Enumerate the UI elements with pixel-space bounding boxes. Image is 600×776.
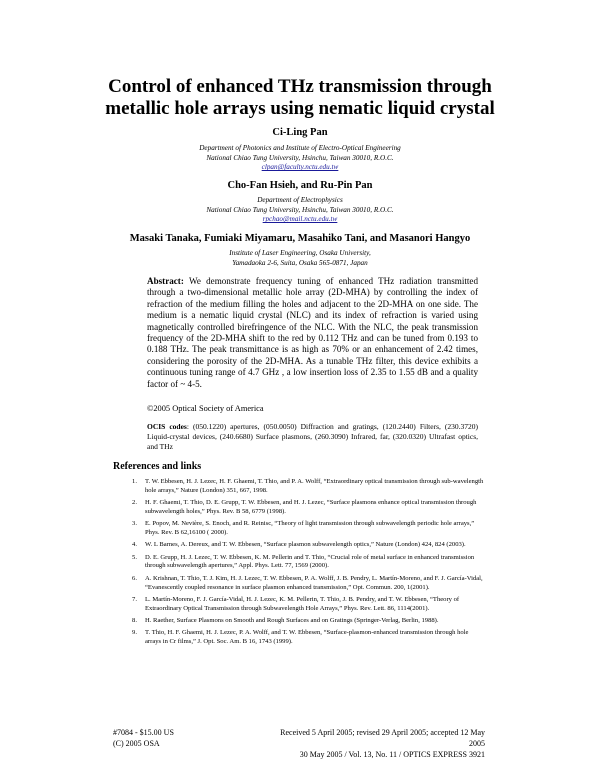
footer-journal: 30 May 2005 / Vol. 13, No. 11 / OPTICS EXPRESS 3921	[299, 750, 485, 759]
email-link[interactable]: rpchao@mail.nctu.edu.tw	[262, 215, 338, 224]
affiliation-line: Department of Photonics and Institute of Electro-Optical Engineering	[199, 144, 401, 152]
reference-number: 2.	[132, 499, 137, 507]
reference-text: L. Martín-Moreno, F. J. García-Vidal, H. J. Lezec, K. M. Pellerin, T. Thio, J. B. Pendry, and T. W. Ebbesen, “Theory of Extraordinary Optical Transmission through Subwavelength Hole Arrays,” Phys. Rev. Lett. 86, 1114(2001).	[145, 595, 460, 612]
author-names-1: Ci-Ling Pan	[272, 127, 328, 138]
reference-number: 4.	[132, 541, 137, 549]
affiliation-line: Department of Electrophysics	[257, 196, 343, 204]
reference-item	[121, 575, 486, 593]
ocis-codes	[147, 422, 478, 452]
affiliation-3	[0, 249, 600, 268]
affiliation-2	[0, 196, 600, 225]
abstract-label: Abstract:	[147, 276, 184, 286]
reference-number: 8.	[132, 616, 137, 624]
reference-item	[121, 617, 486, 626]
reference-text: T. W. Ebbesen, H. J. Lezec, H. F. Ghaemi, T. Thio, and P. A. Wolff, “Extraordinary optical transmission through sub-wavelength hole arrays,” Nature (London) 351, 667, 1998.	[145, 478, 484, 494]
reference-item	[121, 596, 486, 614]
reference-number: 5.	[132, 553, 137, 561]
reference-text: D. E. Grupp, H. J. Lezec, T. W. Ebbesen, K. M. Pellerin and T. Thio, “Crucial role of metal surface in enhanced transmission through subwavelength apertures,” Appl. Phys. Lett. 77, 1569 (2000).	[145, 553, 475, 570]
reference-text: W. L Barnes, A. Dereux, and T. W. Ebbesen, “Surface plasmon subwavelength optics,” Nature (London) 424, 824 (2003).	[145, 541, 466, 549]
ocis-label: OCIS codes	[147, 422, 187, 431]
references-list	[121, 478, 486, 650]
footer-received: Received 5 April 2005; revised 29 April 2005; accepted 12 May 2005	[280, 728, 485, 748]
author-names-3: Masaki Tanaka, Fumiaki Miyamaru, Masahiko Tani, and Masanori Hangyo	[129, 233, 471, 244]
reference-number: 3.	[132, 520, 137, 528]
reference-item	[121, 554, 486, 572]
references-heading: References and links	[113, 461, 202, 472]
affiliation-1	[0, 144, 600, 173]
reference-item	[121, 520, 486, 538]
reference-item	[121, 541, 486, 550]
email-link[interactable]: clpan@faculty.nctu.edu.tw	[261, 163, 339, 172]
reference-number: 1.	[132, 478, 137, 485]
copyright-notice: ©2005 Optical Society of America	[147, 404, 264, 413]
ocis-text: : (050.1220) apertures, (050.0050) Diffraction and gratings, (120.2440) Filters, (230.3720) Liquid-crystal devices, (240.6680) Surface plasmons, (260.3090) Infrared, far, (320.0320) Ultrafast optics, and THz	[147, 422, 479, 451]
abstract	[147, 276, 478, 390]
reference-text: H. Raether, Surface Plasmons on Smooth and Rough Surfaces and on Gratings (Springer-Verlag, Berlin, 1988).	[145, 616, 439, 624]
reference-number: 6.	[132, 574, 137, 582]
affiliation-line: Yamadaoka 2-6, Suita, Osaka 565-0871, Japan	[232, 258, 368, 267]
reference-text: T. Thio, H. F. Ghaemi, H. J. Lezec, P. A. Wolff, and T. W. Ebbesen, “Surface-plasmon-enhanced transmission through hole arrays in Cr films,” J. Opt. Soc. Am. B 16, 1743 (1999).	[145, 629, 469, 645]
affiliation-line: National Chiao Tung University, Hsinchu, Taiwan 30010, R.O.C.	[206, 153, 394, 162]
reference-number: 7.	[132, 595, 137, 603]
paper-title: Control of enhanced THz transmission through metallic hole arrays using nematic liquid crystal	[105, 76, 495, 119]
reference-item	[121, 629, 486, 647]
reference-text: H. F. Ghaemi, T. Thio, D. E. Grupp, T. W. Ebbesen, and H. J. Lezec, “Surface plasmons enhance optical transmission through subwavelength holes,” Phys. Rev. B 58, 6779 (1998).	[145, 499, 477, 516]
reference-item	[121, 478, 486, 496]
footer-copyright: (C) 2005 OSA	[113, 739, 160, 748]
reference-number: 9.	[132, 629, 137, 637]
reference-text: A. Krishnan, T. Thio, T. J. Kim, H. J. Lezec, T. W. Ebbesen, P. A. Wolff, J. B. Pendry, L. Martín-Moreno, and F. J. García-Vidal, “Evanescently coupled resonance in surface plasmon enhanced transmission,” Opt. Commun. 200, 1(2001).	[145, 574, 483, 591]
abstract-text: We demonstrate frequency tuning of enhanced THz radiation transmitted through a two-dimensional metallic hole array (2D-MHA) by controlling the index of refraction of the medium filling the holes and adjacent to the 2D-MHA on one side. The medium is a nematic liquid crystal (NLC) and its index of refraction is varied using magnetically controlled birefringence of the NLC. With the NLC, the peak transmission frequency of the 2D-MHA shift to the red by 0.112 THz and can be tuned from 0.193 to 0.188 THz. The peak transmittance is as high as 70% or an enhancement of 2.42 times, considering the porosity of the 2D-MHA. As a tunable THz filter, this device exhibits a continuous tuning range of 4.7 GHz , a low insertion loss of 2.35 to 1.55 dB and a quality factor of ~ 4-5.	[147, 276, 478, 389]
footer-price: #7084 - $15.00 US	[113, 728, 174, 737]
author-names-2: Cho-Fan Hsieh, and Ru-Pin Pan	[227, 180, 373, 191]
affiliation-line: Institute of Laser Engineering, Osaka University,	[229, 249, 371, 257]
footer-left	[113, 727, 174, 749]
affiliation-line: National Chiao Tung University, Hsinchu, Taiwan 30010, R.O.C.	[206, 205, 394, 214]
reference-text: E. Popov, M. Nevière, S. Enoch, and R. Reinisc, “Theory of light transmission through subwavelength periodic hole arrays,” Phys. Rev. B 62,16100 ( 2000).	[145, 520, 475, 537]
reference-item	[121, 499, 486, 517]
footer-right	[266, 727, 485, 760]
